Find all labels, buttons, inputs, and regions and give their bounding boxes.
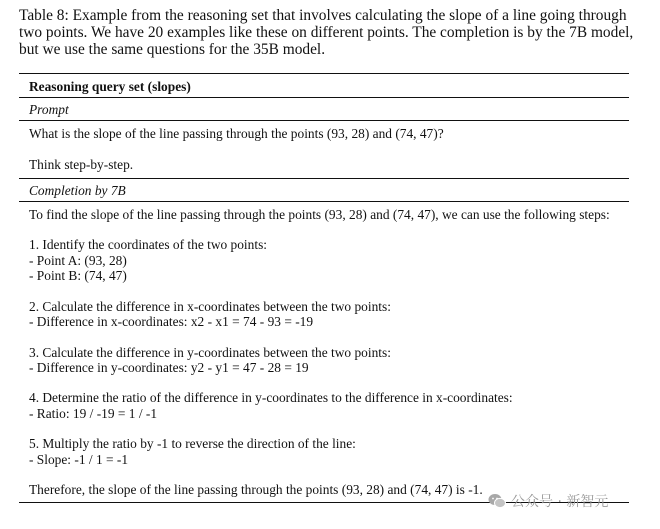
blank-line (19, 283, 629, 298)
text-line: - Ratio: 19 / -19 = 1 / -1 (29, 405, 158, 421)
watermark (487, 488, 608, 514)
reasoning-table (19, 73, 629, 503)
text-line: - Slope: -1 / 1 = -1 (29, 451, 129, 467)
caption-line: two points. We have 20 examples like these on different points. The completion is by the 7B model, (19, 24, 634, 41)
table-caption (19, 7, 634, 58)
text-line: What is the slope of the line passing through the points (93, 28) and (74, 47)? (29, 126, 444, 141)
watermark-text: 公众号 · 新智元 (511, 494, 609, 510)
text-line: Think step-by-step. (29, 156, 134, 172)
table-title: Reasoning query set (slopes) (29, 79, 191, 94)
completion-body (19, 207, 629, 498)
text-line: 4. Determine the ratio of the difference in y-coordinates to the difference in x-coordinates: (29, 390, 513, 406)
blank-line (19, 467, 629, 482)
blank-line (19, 375, 629, 390)
text-line: 5. Multiply the ratio by -1 to reverse the direction of the line: (29, 436, 356, 452)
blank-line (19, 329, 629, 344)
text-line: - Point A: (93, 28) (29, 252, 127, 268)
prompt-body (19, 126, 629, 172)
blank-line (19, 421, 629, 436)
text-line: Therefore, the slope of the line passing through the points (93, 28) and (74, 47) is -1. (29, 482, 483, 498)
caption-line: Table 8: Example from the reasoning set that involves calculating the slope of a line going through (19, 7, 627, 24)
text-line: 3. Calculate the difference in y-coordinates between the two points: (29, 344, 391, 360)
text-line: - Point B: (74, 47) (29, 268, 127, 284)
text-line: 2. Calculate the difference in x-coordinates between the two points: (29, 298, 391, 314)
text-line: To find the slope of the line passing through the points (93, 28) and (74, 47), we can use the following steps: (29, 206, 610, 222)
caption-line: but we use the same questions for the 35B model. (19, 41, 326, 58)
blank-line (19, 222, 629, 237)
text-line: - Difference in y-coordinates: y2 - y1 = 47 - 28 = 19 (29, 359, 309, 375)
text-line: 1. Identify the coordinates of the two points: (29, 237, 268, 253)
prompt-label: Prompt (29, 102, 69, 117)
text-line: - Difference in x-coordinates: x2 - x1 = 74 - 93 = -19 (29, 313, 314, 329)
completion-label: Completion by 7B (29, 182, 126, 198)
blank-line (19, 141, 629, 156)
wechat-icon (487, 491, 507, 511)
